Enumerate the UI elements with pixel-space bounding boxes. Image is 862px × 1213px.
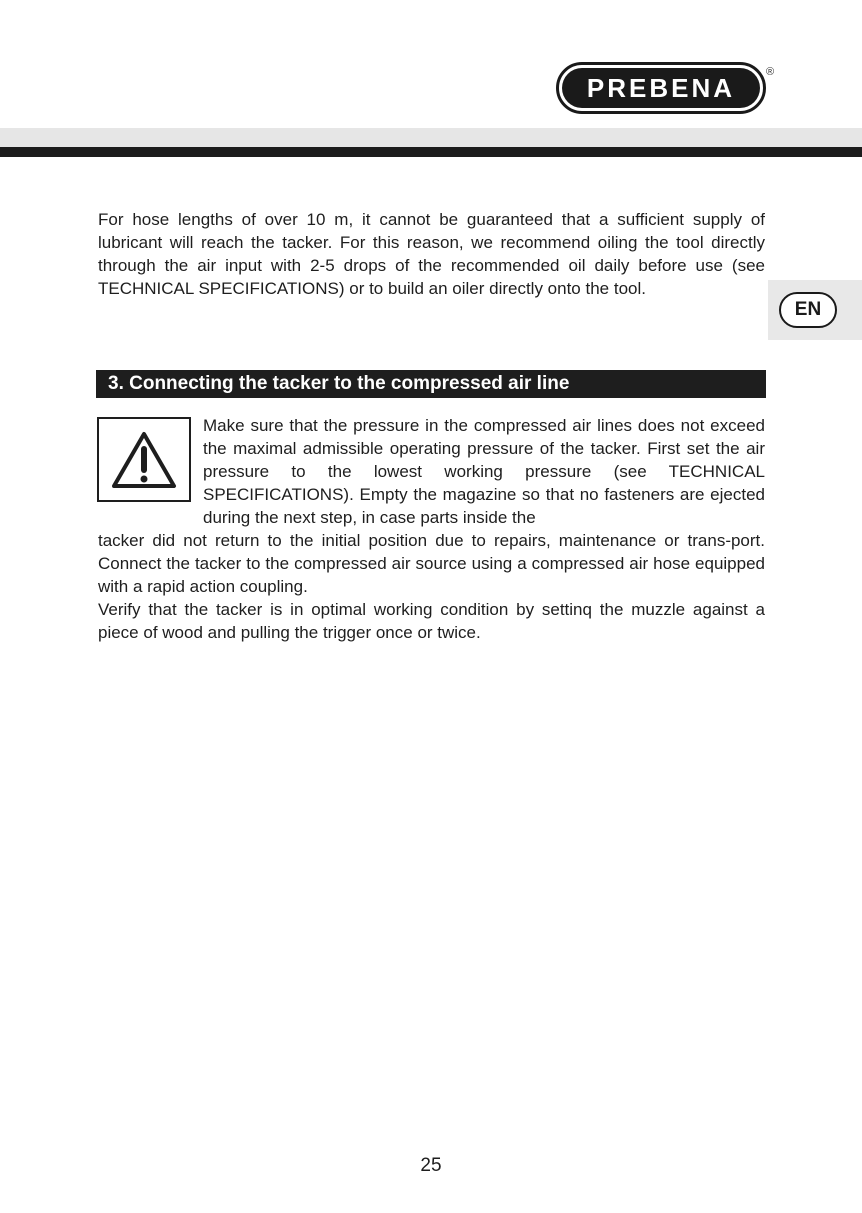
logo-text: PREBENA — [562, 68, 760, 108]
intro-paragraph: For hose lengths of over 10 m, it cannot be guaranteed that a sufficient supply of lubricant will reach the tacker. For this reason, we recommend oiling the tool directly through the air input with 2-5 drops of the recommended oil daily before use (see TECHNICAL SPECIFICATIONS) or to build an oiler directly onto the tool. — [98, 210, 765, 298]
page-number: 25 — [420, 1155, 442, 1176]
prebena-logo — [556, 62, 766, 114]
warning-box — [97, 417, 191, 502]
continued-paragraph: tacker did not return to the initial position due to repairs, maintenance or trans-port. Connect the tacker to the compressed air source using a compressed air hose equipped with a rapid action coupling. — [98, 531, 765, 596]
header-light-band — [0, 128, 862, 148]
warning-triangle-icon — [109, 429, 179, 491]
registered-mark: ® — [766, 66, 775, 78]
language-badge: EN — [779, 292, 837, 328]
section-heading: 3. Connecting the tacker to the compressed air line — [96, 370, 766, 398]
header-dark-band — [0, 147, 862, 157]
verify-paragraph: Verify that the tacker is in optimal working condition by settinq the muzzle against a piece of wood and pulling the trigger once or twice. — [98, 600, 765, 642]
warning-paragraph: Make sure that the pressure in the compressed air lines does not exceed the maximal admissible operating pressure of the tacker. First set the air pressure to the lowest working pressure (see TECHNICAL SPECIFICATIONS). Empty the magazine so that no fasteners are ejected during the next step, in case parts inside the — [203, 416, 765, 527]
